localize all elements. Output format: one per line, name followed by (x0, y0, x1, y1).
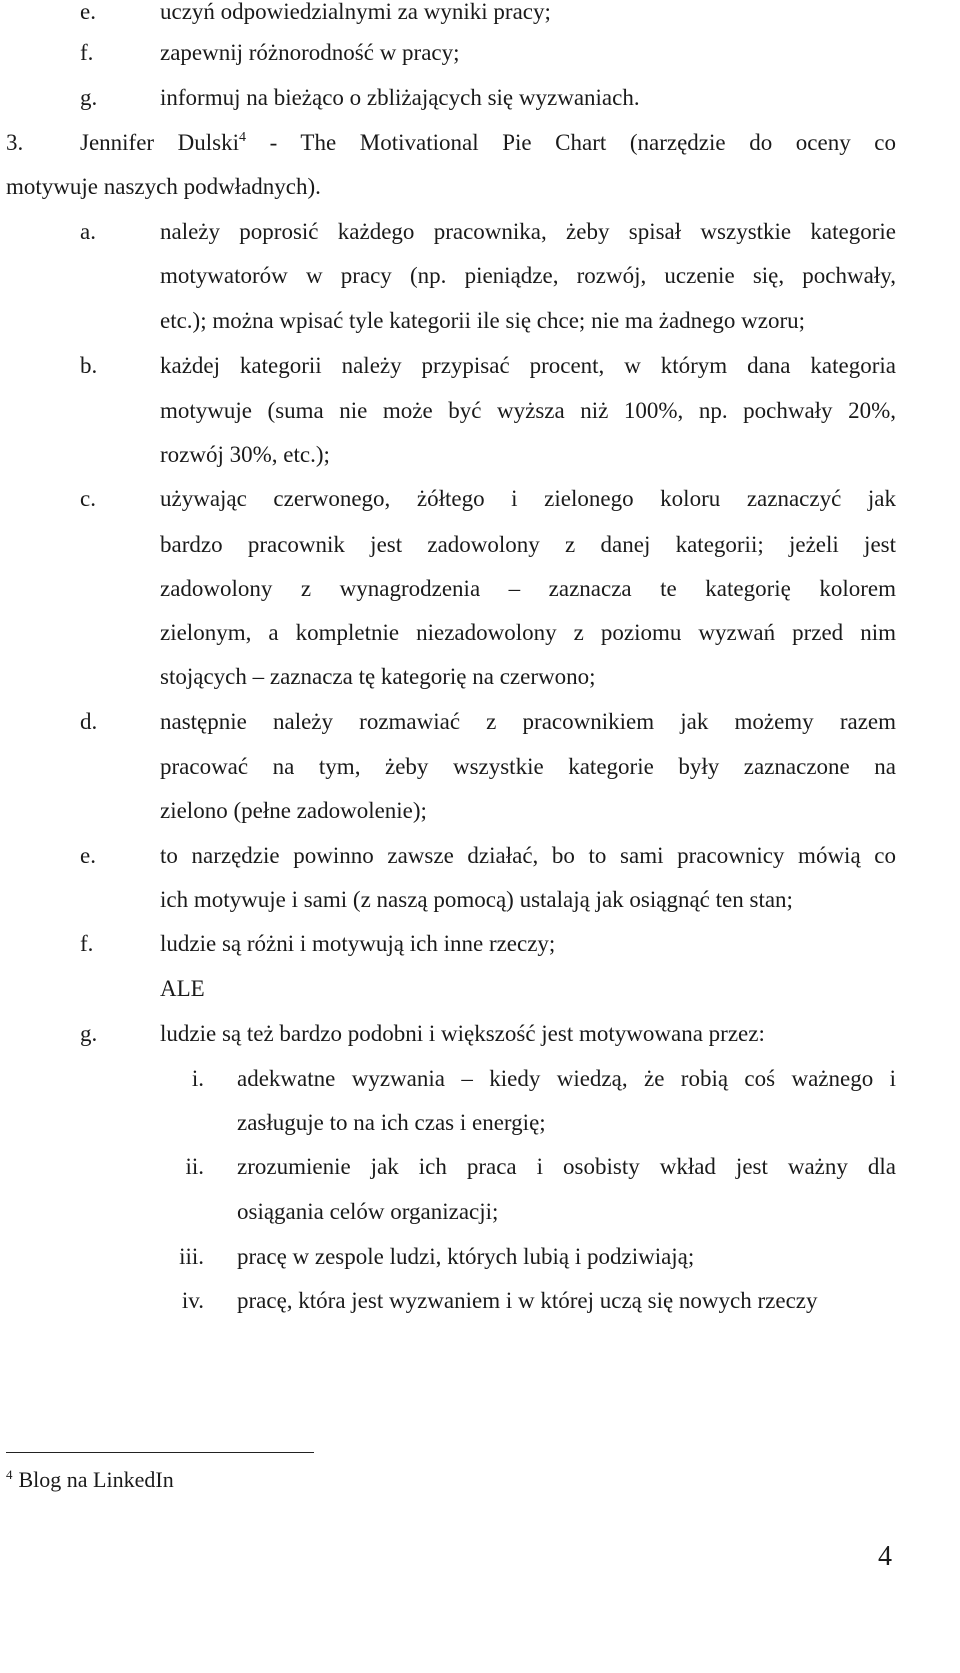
list-item-line: zadowolony z wynagrodzenia – zaznacza te kategorię kolorem (160, 576, 896, 601)
list-item-line: ludzie są różni i motywują ich inne rzeczy; (160, 931, 556, 956)
list-item: informuj na bieżąco o zbliżających się wyzwaniach. (160, 85, 640, 110)
footnote-text: Blog na LinkedIn (18, 1467, 174, 1492)
footnote-ref: 4 (239, 130, 247, 145)
list-label: e. (80, 843, 96, 868)
list-label: g. (80, 1021, 98, 1046)
item3-line1 (80, 128, 896, 158)
list-label: c. (80, 486, 96, 511)
roman-item-line: osiągania celów organizacji; (237, 1199, 499, 1224)
list-item-line: każdej kategorii należy przypisać procent, w którym dana kategoria (160, 353, 896, 378)
list-item-line: motywatorów w pracy (np. pieniądze, rozwój, uczenie się, pochwały, (160, 263, 896, 288)
roman-item-line: pracę, która jest wyzwaniem i w której uczą się nowych rzeczy (237, 1288, 818, 1313)
list-label: f. (80, 40, 94, 65)
list-item-line: to narzędzie powinno zawsze działać, bo to sami pracownicy mówią co (160, 843, 896, 868)
list-item-line: etc.); można wpisać tyle kategorii ile się chce; nie ma żadnego wzoru; (160, 308, 806, 333)
list-item-line: zielonym, a kompletnie niezadowolony z poziomu wyzwań przed nim (160, 620, 896, 645)
roman-item-line: zrozumienie jak ich praca i osobisty wkład jest ważny dla (237, 1154, 896, 1179)
list-item-line: bardzo pracownik jest zadowolony z danej kategorii; jeżeli jest (160, 532, 896, 557)
list-item-line: ALE (160, 976, 205, 1001)
roman-label: i. (191, 1066, 204, 1091)
item-number: 3. (6, 130, 24, 155)
list-item-line: rozwój 30%, etc.); (160, 442, 330, 467)
list-item-line: motywuje (suma nie może być wyższa niż 100%, np. pochwały 20%, (160, 398, 896, 423)
footnote-separator (6, 1452, 314, 1453)
list-label: d. (80, 709, 98, 734)
item3-title: Jennifer Dulski (80, 130, 240, 155)
list-item: uczyń odpowiedzialnymi za wyniki pracy; (160, 0, 551, 24)
footnote-number: 4 (6, 1467, 13, 1482)
list-item-line: pracować na tym, żeby wszystkie kategorie były zaznaczone na (160, 754, 896, 779)
list-item-line: ludzie są też bardzo podobni i większość jest motywowana przez: (160, 1021, 765, 1046)
footnote (6, 1465, 174, 1495)
item3-title-rest: - The Motivational Pie Chart (narzędzie do oceny co (246, 130, 897, 155)
list-label: f. (80, 931, 94, 956)
item3-line2: motywuje naszych podwładnych). (6, 174, 321, 199)
list-item-line: używając czerwonego, żółtego i zielonego koloru zaznaczyć jak (160, 486, 896, 511)
roman-item-line: adekwatne wyzwania – kiedy wiedzą, że robią coś ważnego i (237, 1066, 896, 1091)
roman-item-line: pracę w zespole ludzi, których lubią i podziwiają; (237, 1244, 695, 1269)
list-item-line: następnie należy rozmawiać z pracownikiem jak możemy razem (160, 709, 896, 734)
list-label: g. (80, 85, 98, 110)
list-item-line: stojących – zaznacza tę kategorię na czerwono; (160, 664, 596, 689)
roman-label: iii. (179, 1244, 204, 1269)
list-item-line: należy poprosić każdego pracownika, żeby spisał wszystkie kategorie (160, 219, 896, 244)
list-item: zapewnij różnorodność w pracy; (160, 40, 460, 65)
page-number: 4 (878, 1541, 892, 1572)
list-item-line: ich motywuje i sami (z naszą pomocą) ustalają jak osiągnąć ten stan; (160, 887, 793, 912)
list-item-line: zielono (pełne zadowolenie); (160, 798, 427, 823)
roman-label: iv. (181, 1288, 204, 1313)
roman-item-line: zasługuje to na ich czas i energię; (237, 1110, 546, 1135)
roman-label: ii. (185, 1154, 204, 1179)
list-label: b. (80, 353, 98, 378)
list-label: e. (80, 0, 96, 24)
list-label: a. (80, 219, 96, 244)
